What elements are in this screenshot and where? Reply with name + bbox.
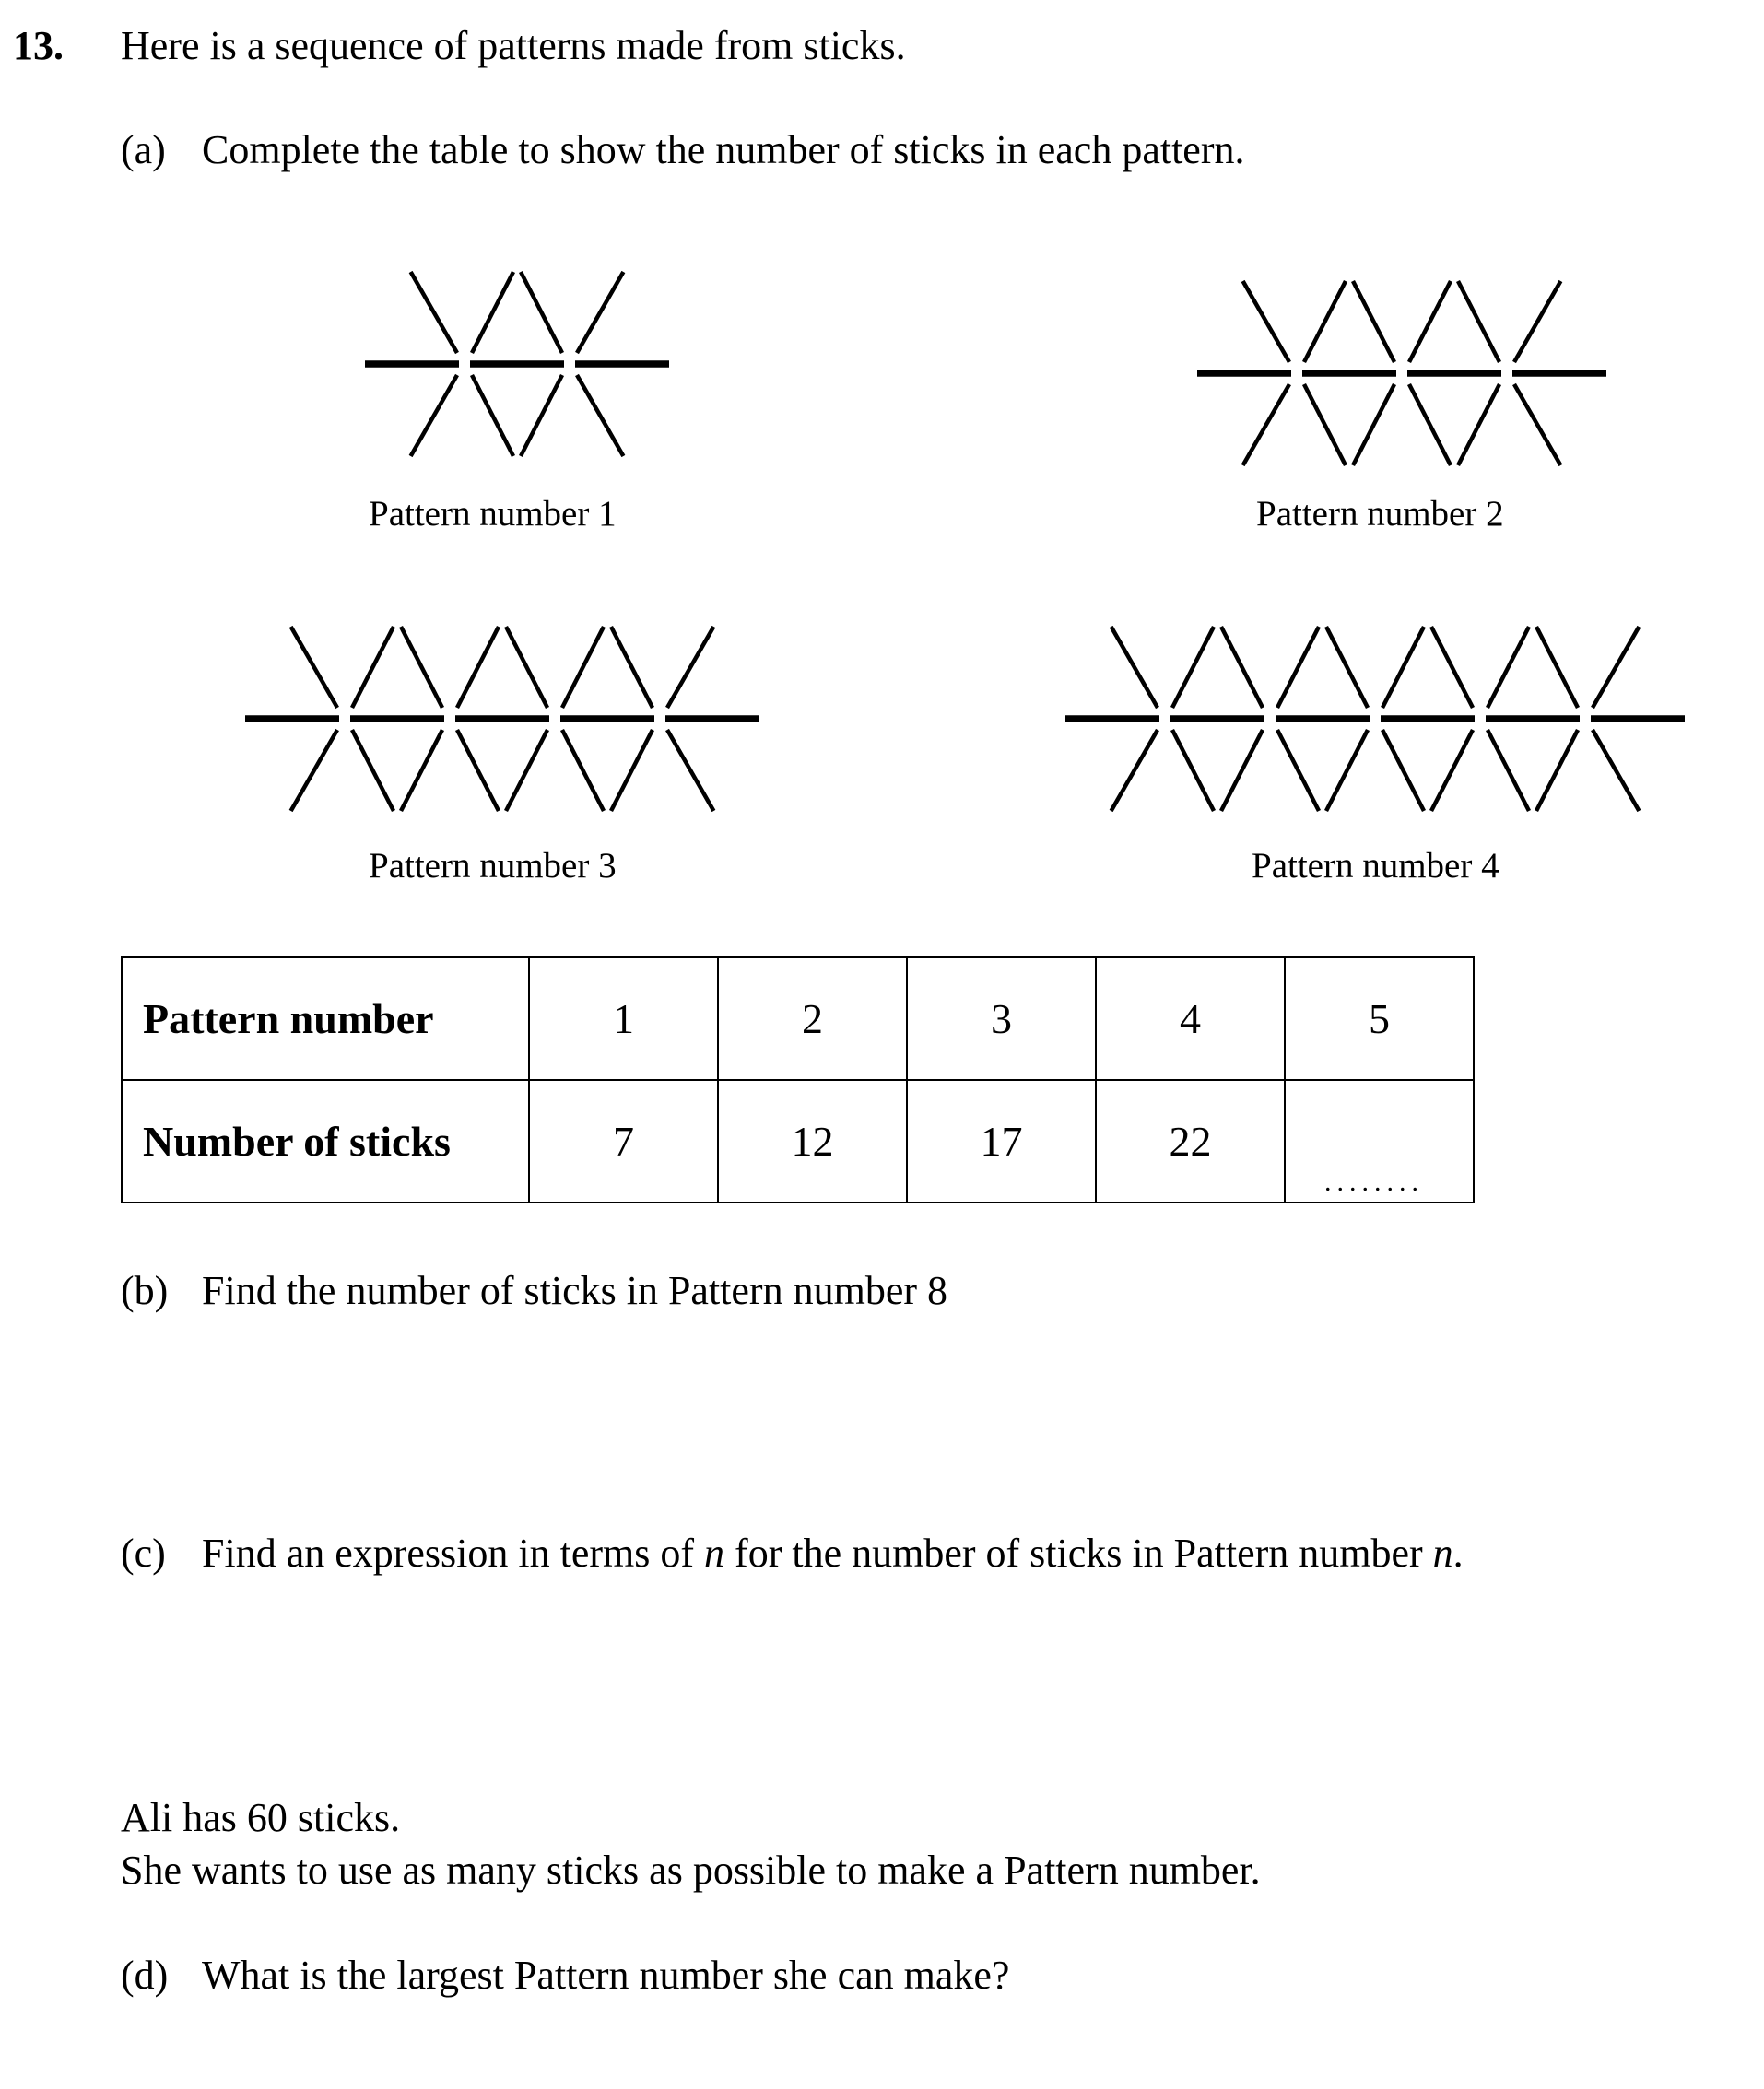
- part-c-variable-end: n: [1432, 1531, 1453, 1576]
- pattern-2-caption: Pattern number 2: [1256, 494, 1504, 534]
- part-c-text-1: Find an expression in terms of: [202, 1531, 705, 1576]
- diagonal-stick: [1172, 730, 1214, 811]
- diagonal-stick: [1382, 730, 1424, 811]
- diagonal-stick: [457, 627, 499, 708]
- diagonal-stick: [472, 375, 513, 456]
- diagonal-stick: [667, 627, 713, 708]
- answer-dots: ........: [1324, 1167, 1424, 1197]
- diagonal-stick: [291, 627, 337, 708]
- part-d-prompt: [121, 1952, 1009, 2000]
- diagonal-stick: [1277, 627, 1319, 708]
- diagonal-stick: [1409, 281, 1451, 362]
- diagonal-stick: [611, 627, 653, 708]
- diagonal-stick: [1243, 384, 1289, 465]
- diagonal-stick: [1221, 627, 1263, 708]
- pattern-2-figure: [1182, 272, 1625, 475]
- diagonal-stick: [1243, 281, 1289, 362]
- row-header-pattern-number: Pattern number: [122, 957, 529, 1080]
- diagonal-stick: [1536, 730, 1578, 811]
- sticks-cell: 7: [529, 1080, 718, 1203]
- diagonal-stick: [352, 730, 394, 811]
- part-b-label: (b): [121, 1268, 169, 1313]
- table-row-pattern-number: [122, 957, 1474, 1080]
- diagonal-stick: [401, 627, 442, 708]
- pattern-3-figure: [230, 617, 802, 820]
- diagonal-stick: [1111, 730, 1158, 811]
- diagonal-stick: [1277, 730, 1319, 811]
- diagonal-stick: [1488, 627, 1529, 708]
- diagonal-stick: [1304, 281, 1346, 362]
- sticks-cell: 12: [718, 1080, 907, 1203]
- diagonal-stick: [1353, 384, 1394, 465]
- diagonal-stick: [506, 730, 547, 811]
- part-c-prompt: [121, 1530, 1464, 1578]
- part-a-text: Complete the table to show the number of sticks in each pattern.: [202, 127, 1245, 172]
- diagonal-stick: [1353, 281, 1394, 362]
- diagonal-stick: [1593, 627, 1639, 708]
- pattern-1-figure: [350, 263, 682, 465]
- diagonal-stick: [1326, 627, 1368, 708]
- diagonal-stick: [1172, 627, 1214, 708]
- diagonal-stick: [1514, 384, 1560, 465]
- diagonal-stick: [1536, 627, 1578, 708]
- context-line-1: Ali has 60 sticks.: [121, 1795, 401, 1840]
- diagonal-stick: [1514, 281, 1560, 362]
- diagonal-stick: [1458, 281, 1499, 362]
- diagonal-stick: [1458, 384, 1499, 465]
- diagonal-stick: [1593, 730, 1639, 811]
- diagonal-stick: [1488, 730, 1529, 811]
- pattern-1-caption: Pattern number 1: [369, 494, 617, 534]
- pattern-3-caption: Pattern number 3: [369, 846, 617, 886]
- diagonal-stick: [411, 375, 457, 456]
- diagonal-stick: [1431, 730, 1473, 811]
- diagonal-stick: [577, 272, 623, 353]
- diagonal-stick: [291, 730, 337, 811]
- diagonal-stick: [521, 272, 562, 353]
- diagonal-stick: [1221, 730, 1263, 811]
- pattern-number-cell: 1: [529, 957, 718, 1080]
- question-intro: Here is a sequence of patterns made from sticks.: [121, 23, 906, 68]
- diagonal-stick: [562, 627, 604, 708]
- diagonal-stick: [1431, 627, 1473, 708]
- part-b-text: Find the number of sticks in Pattern number 8: [202, 1268, 947, 1313]
- diagonal-stick: [562, 730, 604, 811]
- diagonal-stick: [506, 627, 547, 708]
- part-c-text-2: for the number of sticks in Pattern number: [724, 1531, 1433, 1576]
- diagonal-stick: [472, 272, 513, 353]
- part-a-label: (a): [121, 127, 166, 172]
- question-number: 13.: [13, 23, 64, 68]
- pattern-number-cell: 4: [1096, 957, 1285, 1080]
- context-line-2: She wants to use as many sticks as possible to make a Pattern number.: [121, 1848, 1261, 1893]
- part-a-prompt: [121, 126, 1244, 174]
- sticks-table: [121, 956, 1475, 1203]
- diagonal-stick: [1409, 384, 1451, 465]
- pattern-4-figure: [1051, 617, 1733, 820]
- sticks-cell: 22: [1096, 1080, 1285, 1203]
- pattern-number-cell: 5: [1285, 957, 1474, 1080]
- part-c-label: (c): [121, 1531, 166, 1576]
- diagonal-stick: [1326, 730, 1368, 811]
- diagonal-stick: [611, 730, 653, 811]
- part-c-variable: n: [704, 1531, 725, 1576]
- answer-blank-cell[interactable]: [1285, 1080, 1474, 1203]
- part-b-prompt: [121, 1267, 947, 1315]
- diagonal-stick: [401, 730, 442, 811]
- part-c-period: .: [1452, 1531, 1464, 1576]
- sticks-cell: 17: [907, 1080, 1096, 1203]
- part-d-text: What is the largest Pattern number she can make?: [202, 1953, 1010, 1998]
- diagonal-stick: [521, 375, 562, 456]
- table-row-number-of-sticks: [122, 1080, 1474, 1203]
- pattern-number-cell: 2: [718, 957, 907, 1080]
- row-header-number-of-sticks: Number of sticks: [122, 1080, 529, 1203]
- pattern-number-cell: 3: [907, 957, 1096, 1080]
- diagonal-stick: [411, 272, 457, 353]
- diagonal-stick: [457, 730, 499, 811]
- diagonal-stick: [1304, 384, 1346, 465]
- diagonal-stick: [577, 375, 623, 456]
- diagonal-stick: [667, 730, 713, 811]
- diagonal-stick: [1111, 627, 1158, 708]
- diagonal-stick: [1382, 627, 1424, 708]
- pattern-4-caption: Pattern number 4: [1252, 846, 1499, 886]
- diagonal-stick: [352, 627, 394, 708]
- part-d-label: (d): [121, 1953, 169, 1998]
